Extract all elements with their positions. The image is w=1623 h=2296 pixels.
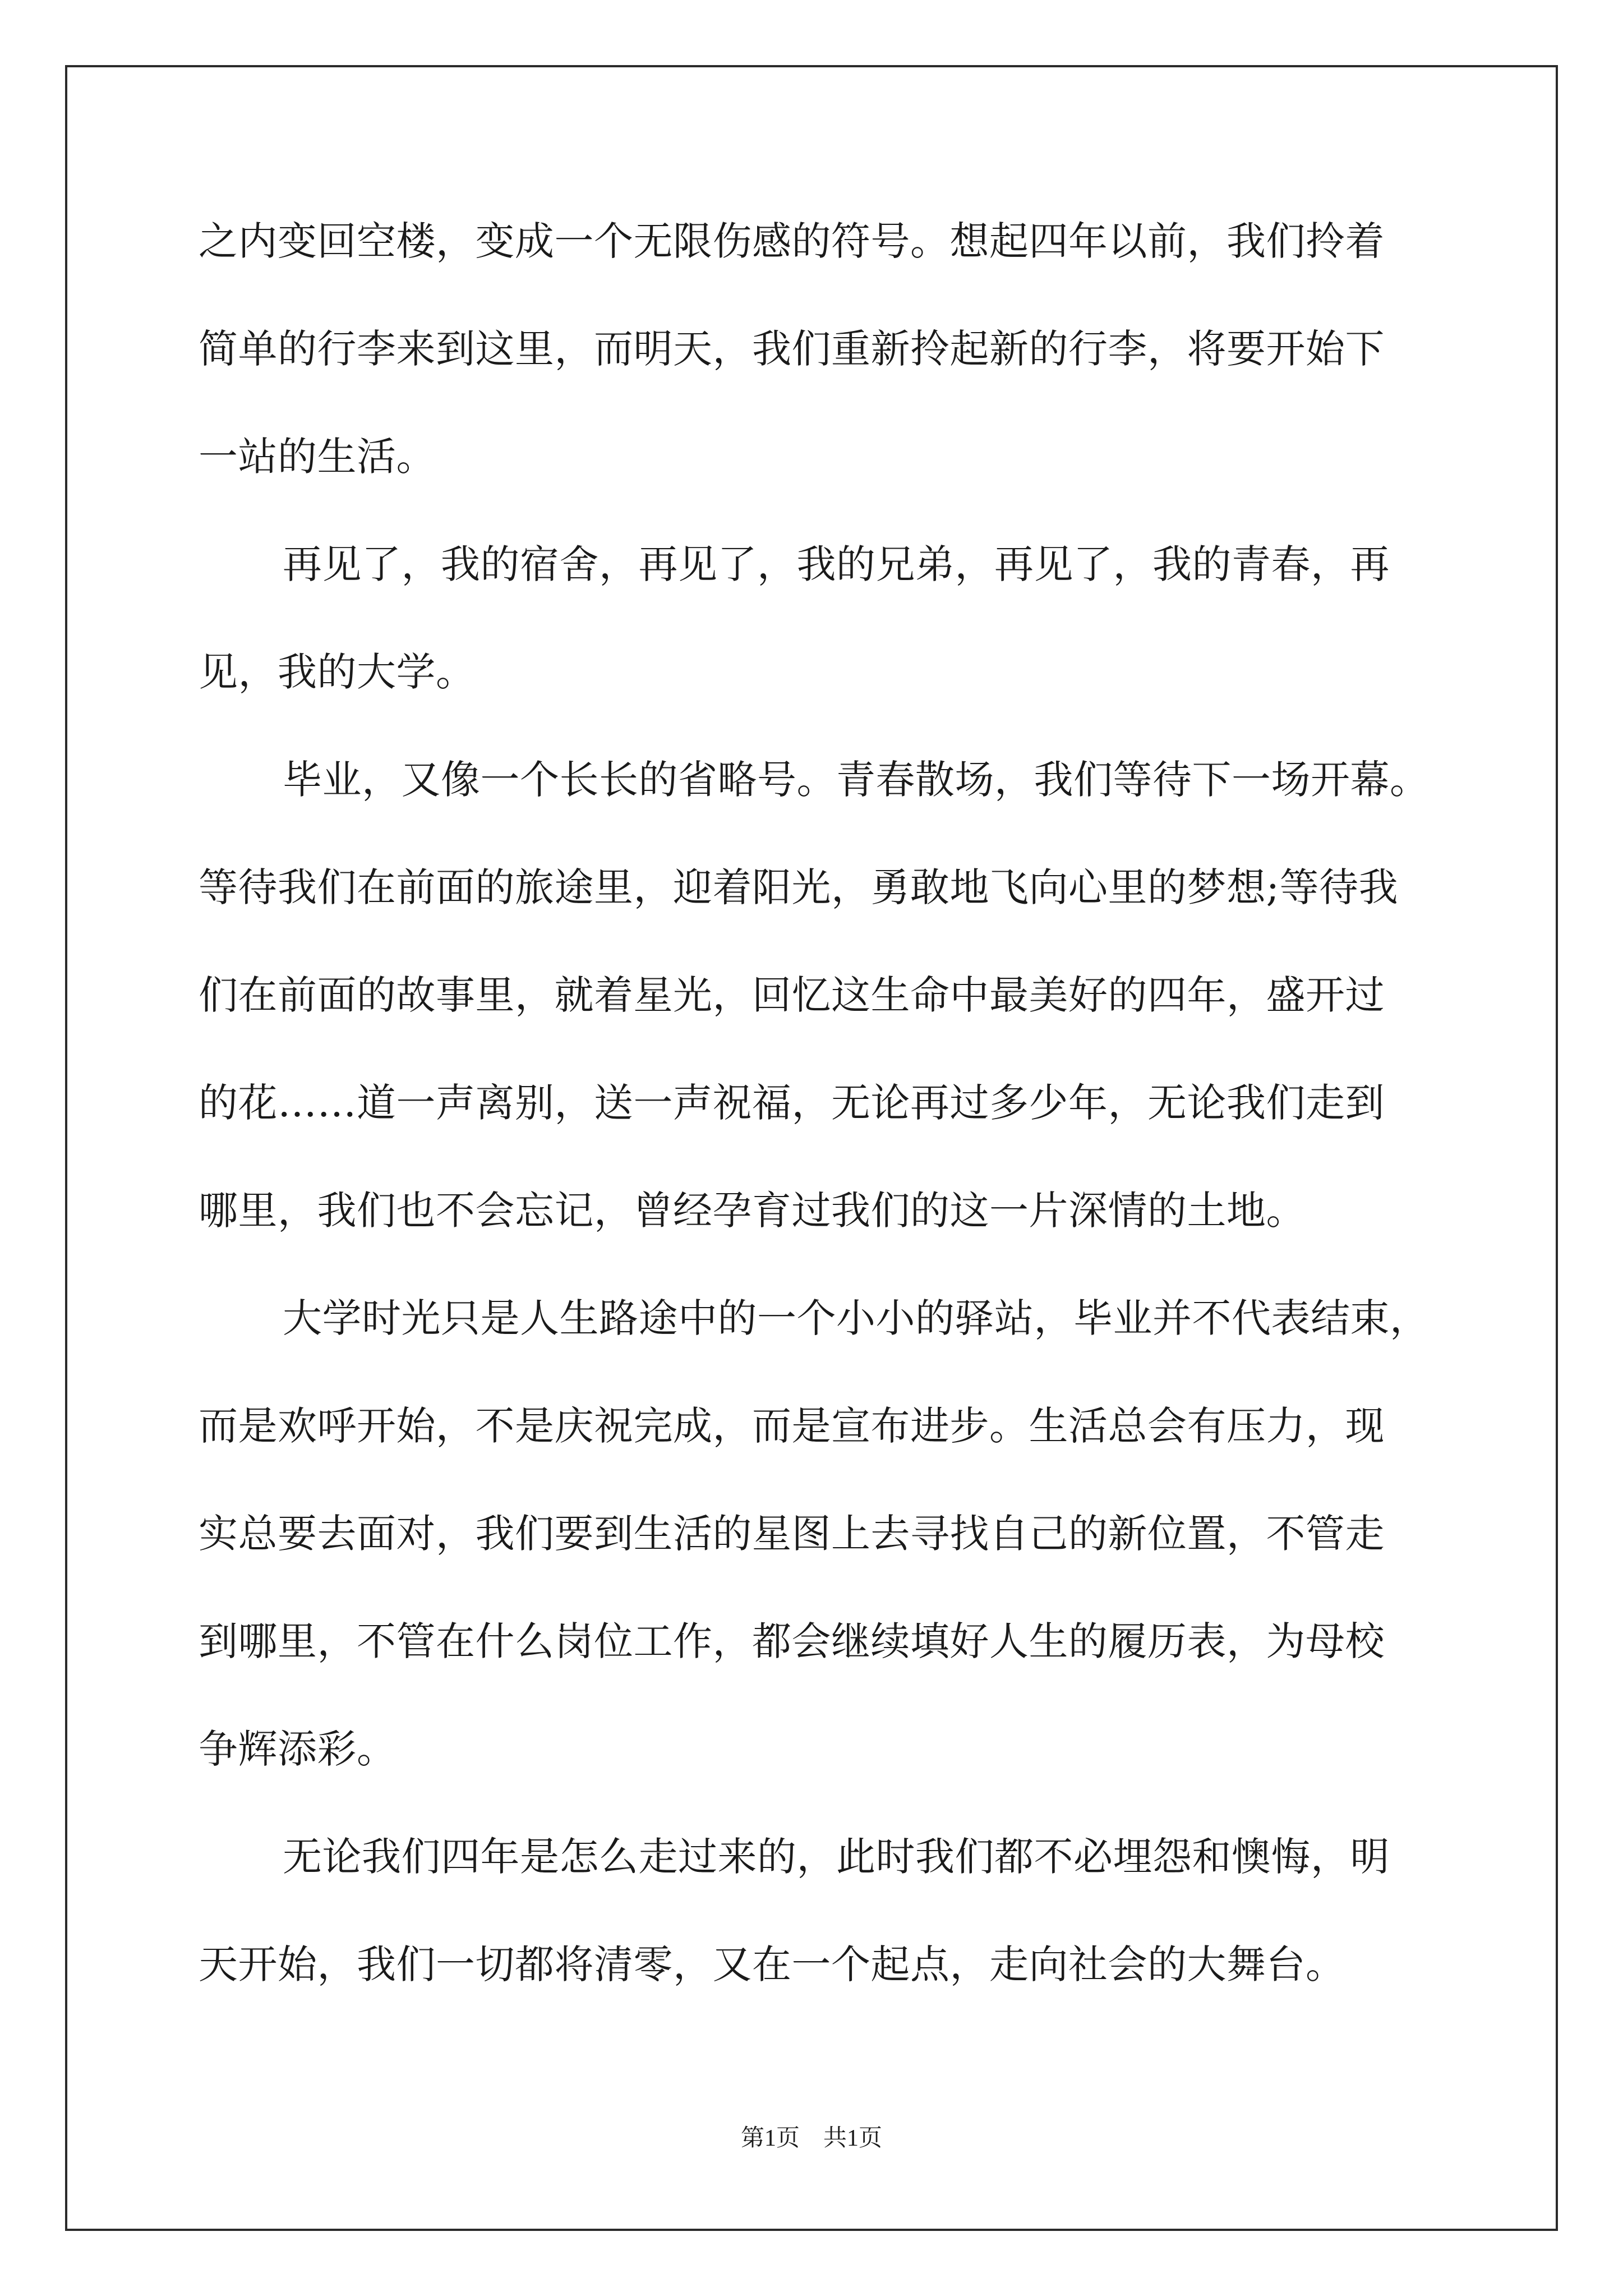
text-line: 之内变回空楼，变成一个无限伤感的符号。想起四年以前，我们拎着: [199, 218, 1385, 264]
text-line: 实总要去面对，我们要到生活的星图上去寻找自己的新位置，不管走: [199, 1511, 1385, 1557]
text-line: 而是欢呼开始，不是庆祝完成，而是宣布进步。生活总会有压力，现: [199, 1403, 1385, 1449]
text-line: 简单的行李来到这里，而明天，我们重新拎起新的行李，将要开始下: [199, 326, 1385, 372]
text-line: 的花……道一声离别，送一声祝福，无论再过多少年，无论我们走到: [199, 1080, 1385, 1126]
text-line: 哪里，我们也不会忘记，曾经孕育过我们的这一片深情的土地。: [199, 1188, 1306, 1234]
paragraph-first-line: 再见了，我的宿舍，再见了，我的兄弟，再见了，我的青春，再: [283, 541, 1390, 587]
paragraph-first-line: 大学时光只是人生路途中的一个小小的驿站，毕业并不代表结束，: [283, 1295, 1430, 1341]
paragraph-first-line: 无论我们四年是怎么走过来的，此时我们都不必埋怨和懊悔，明: [283, 1834, 1390, 1880]
text-line: 等待我们在前面的旅途里，迎着阳光，勇敢地飞向心里的梦想;等待我: [199, 864, 1399, 910]
paragraph-first-line: 毕业，又像一个长长的省略号。青春散场，我们等待下一场开幕。: [283, 757, 1430, 803]
page-number: 第1页 共1页: [740, 2125, 882, 2151]
text-line: 一站的生活。: [199, 434, 436, 480]
text-line: 到哪里，不管在什么岗位工作，都会继续填好人生的履历表，为母校: [199, 1618, 1385, 1664]
document-body: [199, 213, 1430, 2044]
text-line: 天开始，我们一切都将清零，又在一个起点，走向社会的大舞台。: [199, 1941, 1345, 1987]
text-line: 们在前面的故事里，就着星光，回忆这生命中最美好的四年，盛开过: [199, 972, 1385, 1018]
text-line: 争辉添彩。: [199, 1726, 396, 1772]
text-line: 见，我的大学。: [199, 649, 476, 695]
